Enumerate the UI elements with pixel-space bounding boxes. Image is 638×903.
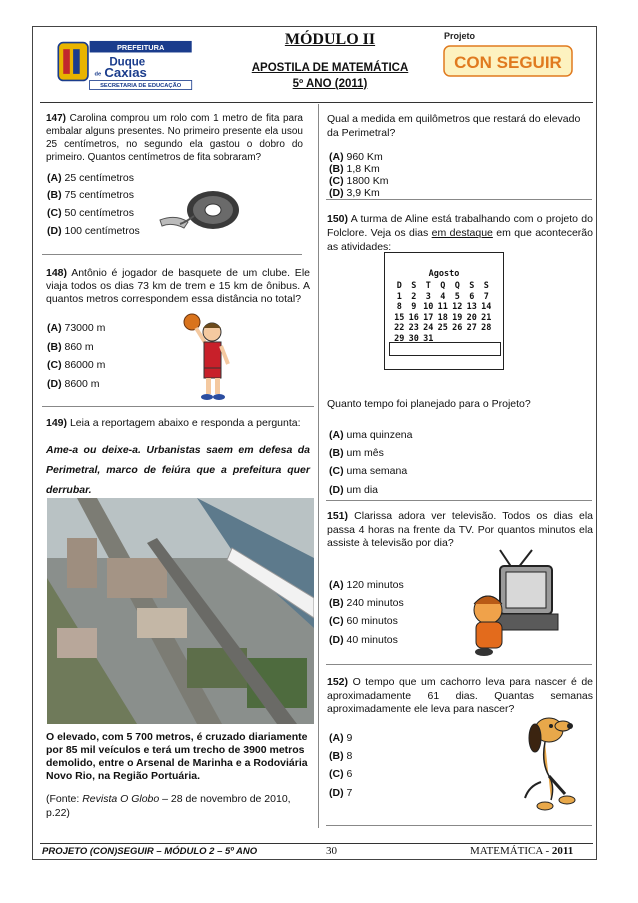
q150-text: 150) A turma de Aline está trabalhando com o projeto do Folclore. Veja os dias em destaque em que acontecerão as atividades: bbox=[327, 213, 593, 253]
logo-line1: PREFEITURA bbox=[116, 43, 165, 52]
calendar-weekday: Q bbox=[454, 281, 460, 291]
calendar-day: 10 bbox=[423, 302, 434, 312]
subtitle: APOSTILA DE MATEMÁTICA bbox=[251, 62, 409, 74]
calendar-grid bbox=[392, 281, 494, 344]
q149-option-b[interactable]: (B) 1,8 Km bbox=[329, 163, 380, 175]
q148-option-c[interactable]: (C) 86000 m bbox=[47, 359, 106, 371]
grade-year: 5º ANO (2011) bbox=[292, 78, 368, 90]
q152-divider bbox=[326, 825, 592, 826]
calendar-day: 3 bbox=[425, 291, 431, 302]
q149-option-d[interactable]: (D) 3,9 Km bbox=[329, 187, 380, 199]
calendar-weekday: T bbox=[425, 281, 431, 291]
calendar-day: 11 bbox=[437, 302, 448, 312]
q147-text bbox=[46, 112, 303, 164]
q151-option-d[interactable]: (D) 40 minutos bbox=[329, 634, 398, 646]
calendar-weekday: S bbox=[411, 281, 417, 291]
calendar-day: 4 bbox=[440, 291, 446, 302]
q149-number: 149) bbox=[46, 417, 68, 429]
q152-number: 152) bbox=[327, 676, 349, 688]
calendar-day: 25 bbox=[437, 323, 448, 333]
q150-option-d[interactable]: (D) um dia bbox=[329, 484, 379, 496]
perimetral-aerial-photo bbox=[47, 498, 314, 724]
q151-divider bbox=[326, 664, 592, 665]
project-logo bbox=[440, 28, 580, 86]
calendar-day: 30 bbox=[408, 333, 419, 344]
q148-option-b[interactable]: (B) 860 m bbox=[47, 341, 94, 353]
tv-child-illustration bbox=[470, 548, 560, 658]
calendar-day: 28 bbox=[481, 323, 492, 333]
calendar-weekday: S bbox=[469, 281, 475, 291]
calendar-day: 6 bbox=[469, 291, 475, 302]
logo-line4: Caxias bbox=[104, 65, 147, 81]
q147-option-b[interactable]: (B) 75 centímetros bbox=[47, 189, 134, 201]
footer-divider bbox=[40, 843, 593, 844]
calendar-day: 15 bbox=[394, 312, 405, 323]
q148-option-d[interactable]: (D) 8600 m bbox=[47, 378, 100, 390]
calendar-day: 5 bbox=[454, 291, 460, 302]
q150-option-b[interactable]: (B) um mês bbox=[329, 447, 384, 459]
calendar-highlight-box bbox=[389, 342, 501, 356]
calendar-day: 16 bbox=[408, 312, 419, 323]
q151-option-a[interactable]: (A) 120 minutos bbox=[329, 579, 404, 591]
q152-option-d[interactable]: (D) 7 bbox=[329, 787, 353, 799]
q148-divider bbox=[42, 406, 314, 407]
q149-source: (Fonte: Revista O Globo – 28 de novembro de 2010, p.22) bbox=[46, 793, 291, 819]
q147-option-d[interactable]: (D) 100 centímetros bbox=[47, 225, 140, 237]
q149-headline: Ame-a ou deixe-a. Urbanistas saem em defesa da Perimetral, marco de feiúra que a prefeitura quer derrubar. bbox=[46, 444, 310, 496]
ribbon-roll-illustration bbox=[158, 186, 242, 234]
august-calendar bbox=[384, 252, 504, 370]
footer-project: PROJETO (CON)SEGUIR – MÓDULO 2 – 5º ANO bbox=[42, 846, 258, 857]
q149-option-c[interactable]: (C) 1800 Km bbox=[329, 175, 389, 187]
footer-subject: MATEMÁTICA - 2011 bbox=[470, 845, 574, 857]
q152-option-b[interactable]: (B) 8 bbox=[329, 750, 353, 762]
q147-option-c[interactable]: (C) 50 centímetros bbox=[47, 207, 134, 219]
q151-option-b[interactable]: (B) 240 minutos bbox=[329, 597, 404, 609]
q150-question: Quanto tempo foi planejado para o Projeto? bbox=[327, 398, 531, 410]
cartoon-dog-illustration bbox=[515, 712, 585, 812]
calendar-day: 14 bbox=[481, 302, 492, 312]
q152-option-a[interactable]: (A) 9 bbox=[329, 732, 353, 744]
calendar-day: 17 bbox=[423, 312, 434, 323]
column-divider bbox=[318, 104, 319, 828]
q147-statement: Carolina comprou um rolo com 1 metro de fita para embalar alguns presentes. No primeiro presente ela usou 25 centímetros, no segundo ela gastou o dobro do primeiro. Quantos centímetros de fita sobraram? bbox=[46, 113, 303, 163]
calendar-day: 9 bbox=[411, 302, 417, 312]
calendar-weekday: S bbox=[483, 281, 489, 291]
q149-statement: Leia a reportagem abaixo e responda a pergunta: bbox=[69, 417, 301, 429]
q150-number: 150) bbox=[327, 213, 349, 225]
calendar-day: 27 bbox=[466, 323, 477, 333]
calendar-weekday: Q bbox=[440, 281, 446, 291]
q149-option-a[interactable]: (A) 960 Km bbox=[329, 151, 383, 163]
calendar-day: 18 bbox=[437, 312, 448, 323]
q151-text: 151) Clarissa adora ver televisão. Todos os dias ela passa 4 horas na frente da TV. Por quantos minutos ela assiste à televisão por dia? bbox=[327, 510, 593, 549]
q148-option-a[interactable]: (A) 73000 m bbox=[47, 322, 106, 334]
logo-line5: SECRETARIA DE EDUCAÇÃO bbox=[100, 83, 182, 90]
q148-statement: Antônio é jogador de basquete de um clube. Ele viaja todos os dias 73 km de trem e 15 km de ônibus. A quantos metros correspondem essa distância no total? bbox=[46, 267, 310, 305]
basketball-player-illustration bbox=[180, 312, 240, 402]
calendar-day: 22 bbox=[394, 323, 405, 333]
q150-divider bbox=[326, 500, 592, 501]
q152-option-c[interactable]: (C) 6 bbox=[329, 768, 353, 780]
calendar-day: 23 bbox=[408, 323, 419, 333]
q151-option-c[interactable]: (C) 60 minutos bbox=[329, 615, 398, 627]
calendar-day: 12 bbox=[452, 302, 463, 312]
q152-text: 152) O tempo que um cachorro leva para nascer é de aproximadamente 61 dias. Quantas semanas aproximadamente ele leva para nascer? bbox=[327, 676, 594, 715]
q150-option-c[interactable]: (C) uma semana bbox=[329, 465, 408, 477]
calendar-weekday: D bbox=[396, 281, 402, 291]
calendar-day: 20 bbox=[466, 312, 477, 323]
q151-number: 151) bbox=[327, 510, 349, 522]
calendar-day: 19 bbox=[452, 312, 463, 323]
module-title: MÓDULO II bbox=[284, 31, 376, 48]
q149-divider bbox=[326, 199, 592, 200]
q149-text bbox=[46, 417, 314, 430]
page-number: 30 bbox=[326, 845, 337, 857]
logo-line3: de bbox=[94, 71, 102, 78]
calendar-day: 7 bbox=[483, 291, 489, 302]
q147-option-a[interactable]: (A) 25 centímetros bbox=[47, 172, 134, 184]
calendar-day: 24 bbox=[423, 323, 434, 333]
calendar-day: 2 bbox=[411, 291, 417, 302]
q147-divider bbox=[42, 254, 302, 255]
header-divider bbox=[40, 102, 593, 103]
city-hall-logo bbox=[55, 32, 195, 96]
calendar-day: 29 bbox=[394, 333, 405, 344]
calendar-day: 1 bbox=[396, 291, 402, 302]
logo-line2: Duque bbox=[109, 56, 146, 69]
q148-text bbox=[46, 267, 310, 306]
calendar-day: 13 bbox=[466, 302, 477, 312]
calendar-day: 8 bbox=[396, 302, 402, 312]
q149-question: Qual a medida em quilômetros que restará do elevado da Perimetral? bbox=[327, 113, 581, 139]
project-name: CON SEGUIR bbox=[454, 53, 562, 72]
q147-number: 147) bbox=[46, 113, 67, 124]
q149-caption: O elevado, com 5 700 metros, é cruzado diariamente por 85 mil veículos e terá um trecho de 3900 metros demolido, entre o Arsenal de Marinha e a Rodoviária Novo Rio, na Região Portuária. bbox=[46, 731, 308, 782]
q148-number: 148) bbox=[46, 267, 68, 279]
q150-option-a[interactable]: (A) uma quinzena bbox=[329, 429, 413, 441]
calendar-month: Agosto bbox=[428, 269, 460, 279]
project-label: Projeto bbox=[444, 31, 476, 41]
calendar-day: 21 bbox=[481, 312, 492, 323]
calendar-day: 31 bbox=[423, 333, 434, 344]
calendar-day: 26 bbox=[452, 323, 463, 333]
